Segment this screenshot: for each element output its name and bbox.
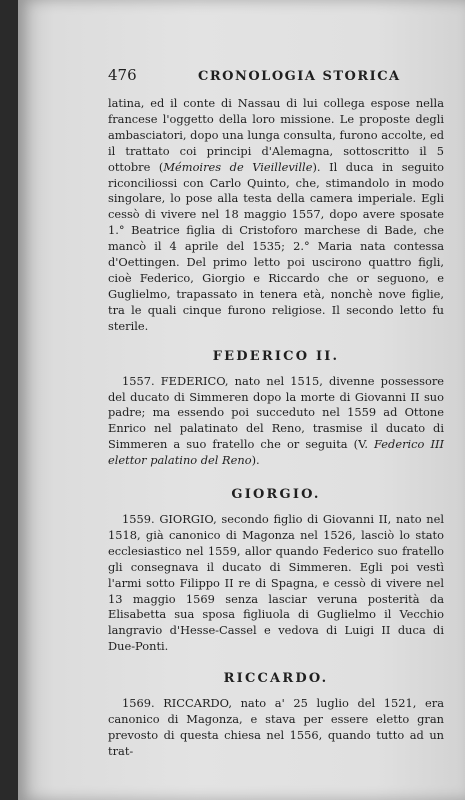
intro-text-part1: latina, ed il conte di Nassau di lui collega espose nella francese l'oggetto della loro missione. Le proposte degli ambasciatori, dopo una lunga consulta, furono accolte, ed il trattato coi principi d'Alemagna, sottoscritto il 5 ottobre ( bbox=[108, 96, 444, 174]
section-heading-riccardo: RICCARDO. bbox=[223, 671, 329, 687]
running-head bbox=[108, 66, 444, 94]
section-text-riccardo: 1569. RICCARDO, nato a' 25 luglio del 1521, era canonico di Magonza, e stava per essere eletto gran prevosto di questa chiesa nel 1556, quando tutto ad un trat- bbox=[108, 696, 444, 758]
running-title: CRONOLOGIA STORICA bbox=[198, 69, 401, 84]
page-content bbox=[108, 66, 444, 760]
page-number: 476 bbox=[108, 66, 137, 84]
book-page bbox=[18, 0, 465, 800]
federico-text-end: ). bbox=[251, 453, 260, 468]
federico-reference: Federico III elettor palatino del Reno bbox=[108, 437, 444, 468]
intro-text-part2: ). Il duca in seguito riconciliossi con Carlo Quinto, che, stimandolo in modo singolare, lo pose alla testa della camera imperiale. Egli cessò di vivere nel 18 maggio 1557, dopo avere sposate 1.° Beatrice figlia di Cristoforo marchese di Bade, che mancò il 4 aprile del 1535; 2.° Maria nata contessa d'Oettingen. Del primo letto poi uscirono quattro figli, cioè Federico, Giorgio e Riccardo che or seguono, e Guglielmo, trapassato in tenera età, nonchè nove figlie, tra le quali cinque furono religiose. Il secondo letto fu sterile. bbox=[108, 159, 444, 333]
federico-text: 1557. FEDERICO, nato nel 1515, divenne possessore del ducato di Simmeren dopo la morte di Giovanni II suo padre; ma essendo poi succeduto nel 1559 ad Ottone Enrico nel palatinato del Reno, trasmise il ducato di Simmeren a suo fratello che or seguita (V. bbox=[108, 373, 444, 452]
section-heading-giorgio: GIORGIO. bbox=[231, 487, 321, 503]
section-text-federico bbox=[108, 374, 444, 469]
intro-paragraph bbox=[108, 96, 444, 335]
section-heading-federico: FEDERICO II. bbox=[212, 348, 340, 364]
intro-source-citation: Mémoires de Vieilleville bbox=[163, 159, 313, 174]
section-text-giorgio: 1559. GIORGIO, secondo figlio di Giovanni II, nato nel 1518, già canonico di Magonza nel 1526, lasciò lo stato ecclesiastico nel 1559, allor quando Federico suo fratello gli consegnava il ducato di Simmeren. Egli poi vestì l'armi sotto Filippo II re di Spagna, e cessò di vivere nel 13 maggio 1569 senza lasciar veruna posterità da Elisabetta sua sposa figliuola di Guglielmo il Vecchio langravio d'Hesse-Cassel e vedova di Luigi II duca di Due-Ponti. bbox=[108, 512, 444, 654]
